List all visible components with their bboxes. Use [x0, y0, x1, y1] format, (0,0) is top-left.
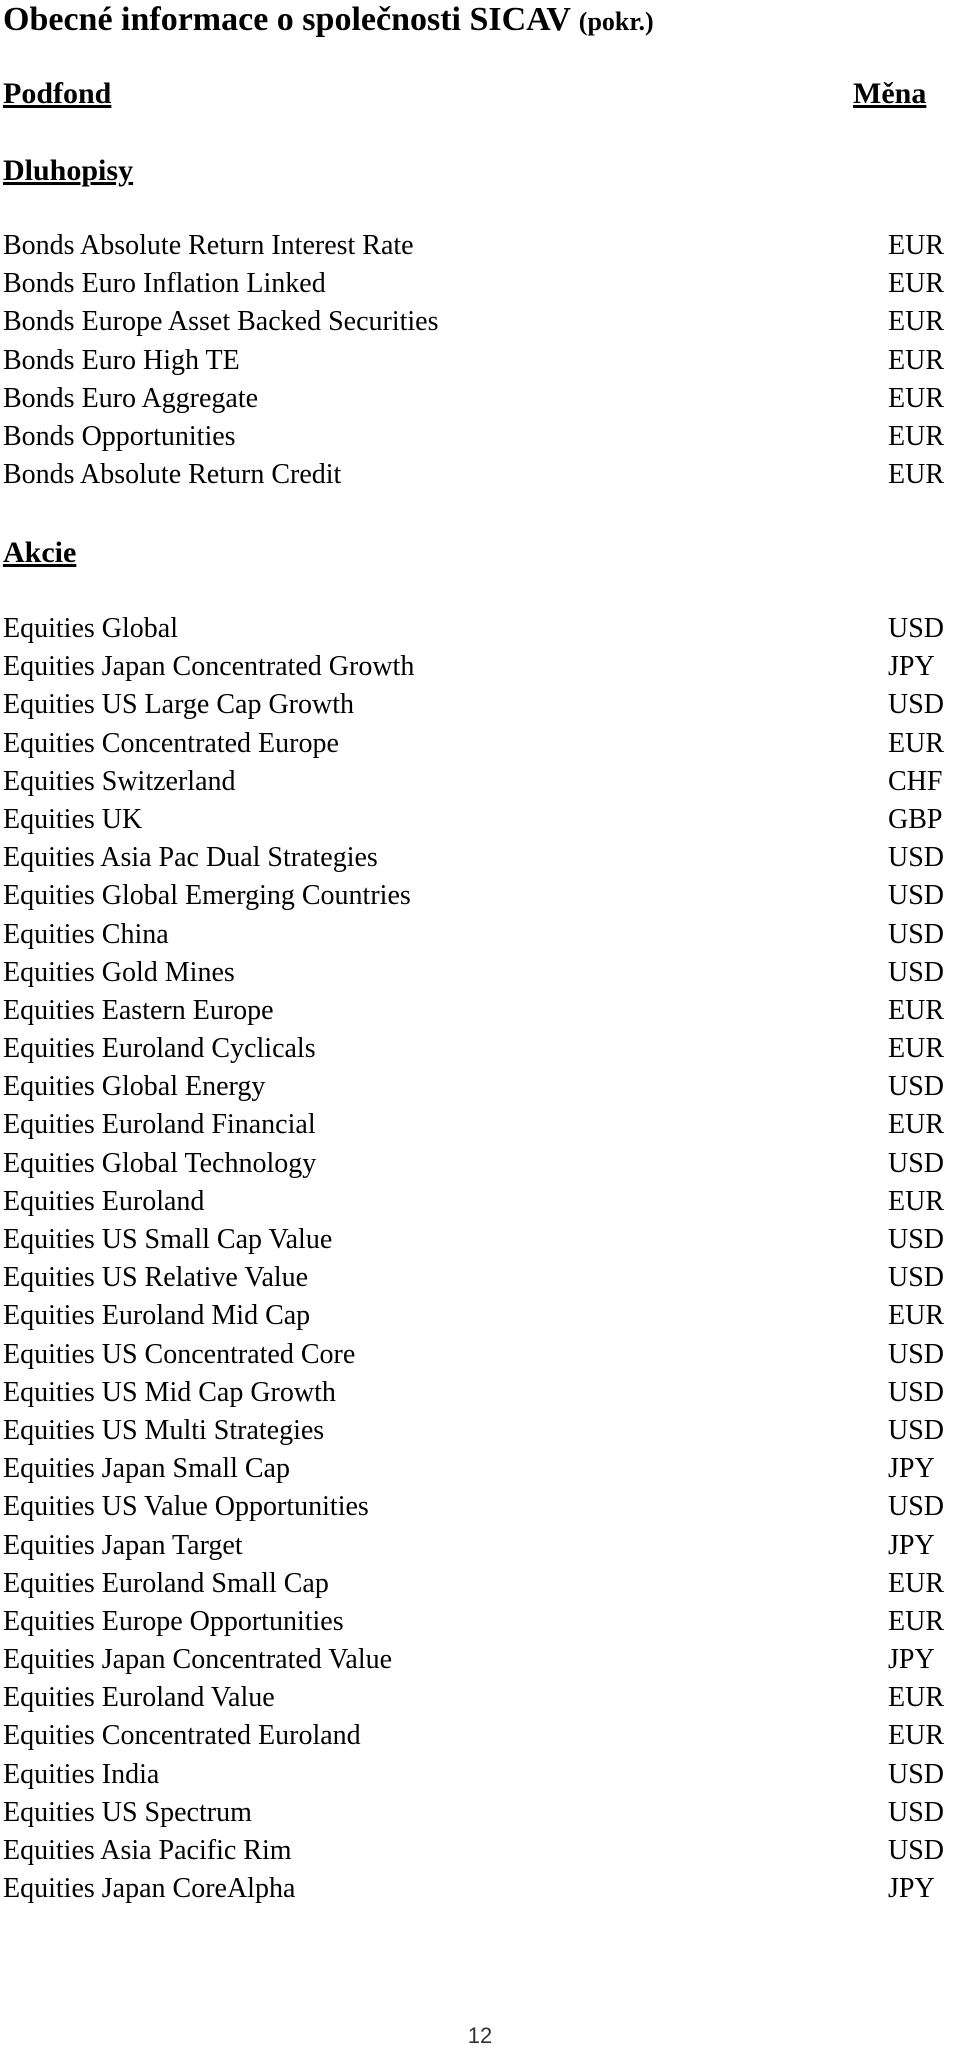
- fund-name: Equities India: [3, 1758, 160, 1790]
- fund-currency: EUR: [888, 1605, 944, 1637]
- fund-currency: USD: [888, 613, 945, 644]
- fund-currency: EUR: [888, 1300, 944, 1332]
- fund-currency: EUR: [888, 1720, 944, 1752]
- table-row: [0, 648, 960, 686]
- fund-currency: USD: [888, 1758, 945, 1790]
- fund-name: Equities UK: [3, 803, 143, 835]
- fund-name: Equities US Value Opportunities: [3, 1491, 369, 1523]
- fund-currency: USD: [888, 1376, 945, 1408]
- fund-currency: USD: [888, 1835, 945, 1866]
- table-row: [0, 1794, 960, 1832]
- table-row: [0, 1832, 960, 1870]
- fund-name: Equities China: [3, 918, 169, 950]
- fund-currency: JPY: [888, 1453, 935, 1485]
- fund-name: Equities Global: [3, 613, 178, 644]
- table-row: [0, 265, 960, 303]
- fund-name: Equities Japan Concentrated Value: [3, 1644, 393, 1676]
- fund-name: Equities Euroland: [3, 1185, 205, 1217]
- table-row: [0, 1412, 960, 1450]
- table-row: [0, 303, 960, 341]
- fund-name: Equities US Mid Cap Growth: [3, 1376, 336, 1408]
- fund-currency: EUR: [888, 306, 944, 338]
- fund-currency: EUR: [888, 1185, 944, 1217]
- table-row: [0, 725, 960, 763]
- table-row: [0, 1030, 960, 1068]
- section-label-bonds: Dluhopisy: [3, 154, 134, 187]
- table-row: [0, 1450, 960, 1488]
- fund-name: Equities Euroland Value: [3, 1682, 275, 1714]
- fund-currency: CHF: [888, 765, 943, 797]
- fund-name: Equities Concentrated Euroland: [3, 1720, 361, 1752]
- fund-currency: JPY: [888, 1644, 935, 1676]
- fund-name: Equities US Concentrated Core: [3, 1338, 356, 1370]
- fund-currency: USD: [888, 1338, 945, 1370]
- fund-name: Bonds Absolute Return Credit: [3, 459, 342, 491]
- fund-name: Equities US Spectrum: [3, 1796, 252, 1828]
- fund-currency: EUR: [888, 1109, 944, 1141]
- fund-name: Equities Global Emerging Countries: [3, 880, 411, 912]
- table-row: [0, 1221, 960, 1259]
- table-row: [0, 686, 960, 724]
- table-row: [0, 1488, 960, 1526]
- fund-name: Equities Euroland Financial: [3, 1109, 316, 1141]
- fund-name: Equities Eastern Europe: [3, 994, 274, 1026]
- fund-name: Equities Global Technology: [3, 1147, 317, 1179]
- fund-currency: USD: [888, 918, 945, 950]
- table-row: [0, 456, 960, 494]
- fund-name: Equities Gold Mines: [3, 956, 235, 988]
- page-title: [3, 0, 654, 42]
- fund-name: Equities Japan Small Cap: [3, 1453, 290, 1485]
- table-row: [0, 380, 960, 418]
- table-row: [0, 1106, 960, 1144]
- table-row: [0, 992, 960, 1030]
- fund-name: Bonds Europe Asset Backed Securities: [3, 306, 439, 338]
- fund-name: Equities Europe Opportunities: [3, 1605, 344, 1637]
- fund-currency: USD: [888, 1224, 945, 1255]
- fund-currency: USD: [888, 880, 945, 912]
- fund-name: Equities US Relative Value: [3, 1262, 309, 1294]
- fund-currency: JPY: [888, 1529, 935, 1561]
- fund-name: Equities Switzerland: [3, 765, 236, 797]
- table-row: [0, 1679, 960, 1717]
- fund-currency: EUR: [888, 230, 944, 261]
- table-row: [0, 1068, 960, 1106]
- fund-currency: USD: [888, 1262, 945, 1294]
- table-row: [0, 610, 960, 648]
- table-row: [0, 1603, 960, 1641]
- fund-name: Equities Global Energy: [3, 1071, 266, 1103]
- title-suffix: (pokr.): [578, 7, 654, 36]
- fund-currency: EUR: [888, 459, 944, 491]
- equities-list: [0, 610, 960, 1908]
- fund-currency: USD: [888, 956, 945, 988]
- table-row: [0, 1527, 960, 1565]
- fund-currency: USD: [888, 689, 945, 721]
- column-header-fund: Podfond: [3, 77, 112, 110]
- table-row: [0, 418, 960, 456]
- fund-currency: EUR: [888, 382, 944, 414]
- table-row: [0, 1756, 960, 1794]
- fund-currency: EUR: [888, 727, 944, 759]
- fund-currency: JPY: [888, 1873, 935, 1905]
- fund-currency: EUR: [888, 344, 944, 376]
- fund-currency: EUR: [888, 1033, 944, 1065]
- fund-name: Bonds Absolute Return Interest Rate: [3, 230, 414, 261]
- fund-currency: EUR: [888, 268, 944, 300]
- table-row: [0, 954, 960, 992]
- fund-name: Equities Euroland Mid Cap: [3, 1300, 311, 1332]
- table-row: [0, 1565, 960, 1603]
- fund-name: Equities Japan Target: [3, 1529, 243, 1561]
- fund-name: Equities Asia Pacific Rim: [3, 1835, 292, 1866]
- fund-name: Equities Japan Concentrated Growth: [3, 651, 415, 683]
- bonds-list: [0, 227, 960, 494]
- fund-name: Bonds Euro Aggregate: [3, 382, 259, 414]
- fund-name: Equities Asia Pac Dual Strategies: [3, 842, 378, 874]
- table-row: [0, 801, 960, 839]
- fund-name: Bonds Euro Inflation Linked: [3, 268, 326, 300]
- fund-currency: USD: [888, 1147, 945, 1179]
- table-row: [0, 1641, 960, 1679]
- fund-currency: USD: [888, 1491, 945, 1523]
- table-row: [0, 916, 960, 954]
- page-number: 12: [467, 2023, 493, 2048]
- table-row: [0, 1145, 960, 1183]
- fund-name: Equities Euroland Cyclicals: [3, 1033, 316, 1065]
- fund-currency: USD: [888, 1071, 945, 1103]
- table-row: [0, 877, 960, 915]
- fund-currency: USD: [888, 1796, 945, 1828]
- table-row: [0, 1259, 960, 1297]
- table-row: [0, 1297, 960, 1335]
- fund-name: Equities US Large Cap Growth: [3, 689, 354, 721]
- fund-name: Equities Japan CoreAlpha: [3, 1873, 296, 1905]
- fund-name: Equities Concentrated Europe: [3, 727, 339, 759]
- table-row: [0, 1183, 960, 1221]
- fund-name: Equities US Small Cap Value: [3, 1224, 333, 1255]
- fund-name: Equities US Multi Strategies: [3, 1414, 325, 1446]
- table-row: [0, 839, 960, 877]
- fund-currency: EUR: [888, 1567, 944, 1599]
- fund-currency: EUR: [888, 420, 944, 452]
- fund-currency: USD: [888, 842, 945, 874]
- column-header-currency: Měna: [853, 77, 927, 110]
- title-text: Obecné informace o společnosti SICAV: [3, 1, 571, 38]
- fund-currency: USD: [888, 1414, 945, 1446]
- fund-name: Bonds Euro High TE: [3, 344, 240, 376]
- table-row: [0, 1336, 960, 1374]
- fund-name: Equities Euroland Small Cap: [3, 1567, 329, 1599]
- table-row: [0, 1717, 960, 1755]
- fund-currency: EUR: [888, 994, 944, 1026]
- table-row: [0, 227, 960, 265]
- table-row: [0, 342, 960, 380]
- fund-currency: EUR: [888, 1682, 944, 1714]
- table-row: [0, 763, 960, 801]
- table-row: [0, 1374, 960, 1412]
- fund-currency: JPY: [888, 651, 935, 683]
- table-row: [0, 1870, 960, 1908]
- fund-name: Bonds Opportunities: [3, 420, 236, 452]
- section-label-equities: Akcie: [3, 536, 77, 569]
- fund-currency: GBP: [888, 803, 943, 835]
